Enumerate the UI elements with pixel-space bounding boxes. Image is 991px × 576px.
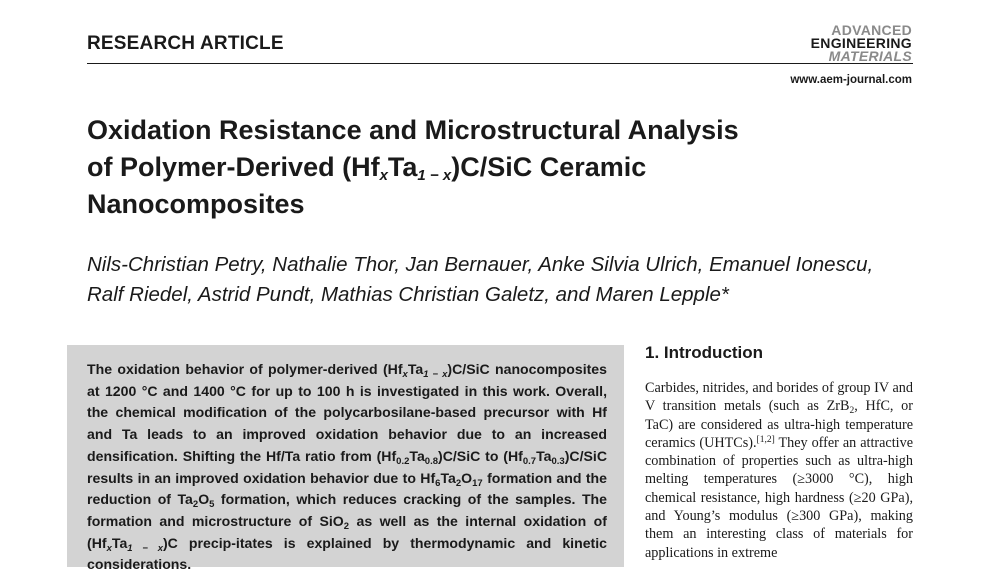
- journal-url[interactable]: www.aem-journal.com: [790, 74, 912, 86]
- authors-line1: Nils-Christian Petry, Nathalie Thor, Jan Bernauer, Anke Silvia Ulrich, Emanuel Ionescu,: [87, 253, 874, 276]
- abstract-text: The oxidation behavior of polymer-derived $(Hf_xTa_{1 - x})C$/SiC nanocomposites at 1200 °C and 1400 °C for up to 100 h is investigated in this work. Overall, the chemical modification of the polycarbosilane-based precursor with Hf and Ta leads to an improved oxidation behavior due to an increased densification. Shifting the Hf/Ta ratio from $(Hf_{0.2}Ta_{0.8})C$/SiC to $(Hf_{0.7}Ta_{0.3})C$/SiC results in an improved oxidation behavior due to $Hf_6Ta_2O_{17}$ formation and the reduction of $Ta_2O_5$ formation, which reduces cracking of the samples. The formation and microstructure of SiO$_2$ as well as the internal oxidation of $(Hf_xTa_{1 - x})C$ precip-itates is explained by thermodynamic and kinetic considerations.: [87, 361, 608, 573]
- author-list: [87, 250, 917, 310]
- title-line1: Oxidation Resistance and Microstructural Analysis: [87, 115, 739, 145]
- journal-logo-line2: ENGINEERING: [810, 35, 912, 51]
- article-title: [87, 112, 867, 223]
- header-divider: [87, 63, 913, 64]
- section-label: RESEARCH ARTICLE: [87, 33, 284, 54]
- introduction-heading: 1. Introduction: [645, 343, 764, 362]
- reference-citation[interactable]: [1,2]: [756, 434, 775, 445]
- title-line2: of Polymer-Derived $(Hf_xTa_{1 - x})C$/SiC Ceramic: [87, 152, 647, 184]
- journal-logo-line1: ADVANCED: [831, 22, 912, 38]
- introduction-body: Carbides, nitrides, and borides of group IV and V transition metals (such as ZrB$_2$, HfC, or TaC) are considered as ultra-high temperature ceramics (UHTCs).[1,2] They offer an attractive combination of properties such as ultra-high melting temperatures (≥3000 °C), high chemical resistance, high hardness (≥20 GPa), and Young’s modulus (≥300 GPa), making them an interesting class of materials for applications in extreme: [645, 380, 913, 561]
- authors-line2: Ralf Riedel, Astrid Pundt, Mathias Christian Galetz, and Maren Lepple*: [87, 283, 729, 306]
- journal-logo-line3: MATERIALS: [828, 48, 912, 64]
- title-line3: Nanocomposites: [87, 189, 305, 219]
- journal-logo: [811, 24, 912, 63]
